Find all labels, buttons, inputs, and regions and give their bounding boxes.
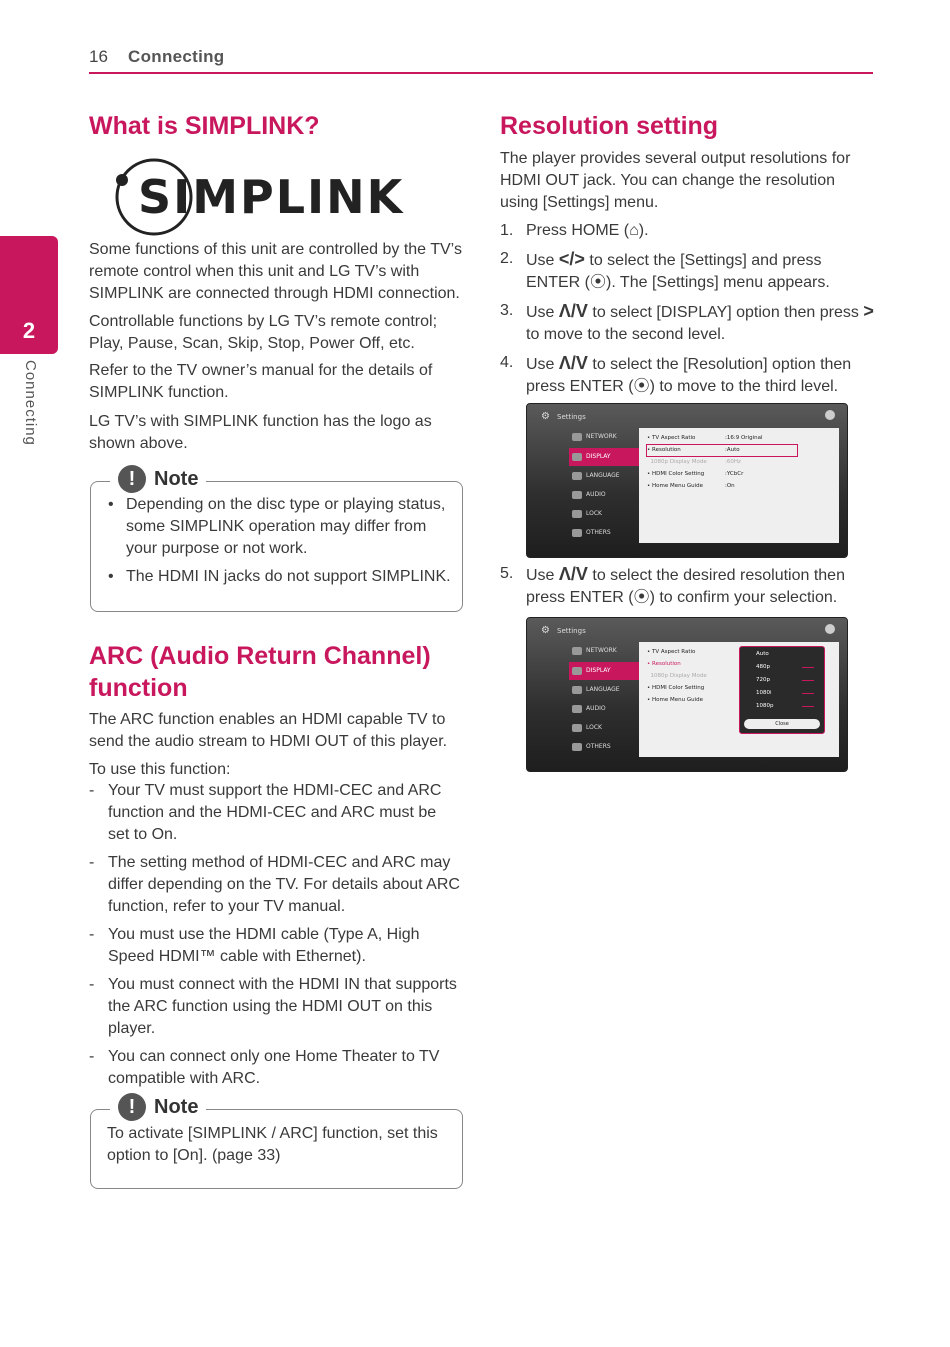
close-button: Close — [744, 719, 820, 729]
list-item: - The setting method of HDMI-CEC and ARC may differ depending on the TV. For details about ARC function, refer to your TV manual. — [89, 852, 461, 918]
left-right-arrows-icon: </> — [558, 249, 585, 269]
option-1080i: 1080i — [756, 690, 772, 696]
section-title: Connecting — [128, 47, 225, 66]
setting-row: • Home Menu Guide :On — [647, 483, 735, 489]
arc-requirements-list — [89, 780, 461, 1096]
simplink-paragraph-2: Controllable functions by LG TV’s remote control; Play, Pause, Scan, Skip, Stop, Power Off, etc. — [89, 313, 438, 352]
menu-item-language: LANGUAGE — [569, 467, 639, 485]
screen-title: Settings — [557, 627, 586, 635]
simplink-heading: What is SIMPLINK? — [89, 112, 320, 140]
right-arrow-icon: > — [863, 301, 874, 321]
header-rule — [89, 72, 873, 74]
setting-row: • TV Aspect Ratio — [647, 649, 696, 655]
menu-item-others: OTHERS — [569, 524, 639, 542]
gear-icon: ⚙ — [541, 625, 550, 636]
gear-icon: ⚙ — [541, 411, 550, 422]
setting-row-selected: • Resolution — [647, 661, 681, 667]
audio-icon — [572, 705, 582, 713]
menu-item-lock: LOCK — [569, 505, 639, 523]
simplink-paragraph-1: Some functions of this unit are controlled by the TV’s remote control when this unit and LG TV’s with SIMPLINK are connected through HDMI connection. — [89, 241, 462, 302]
arc-note-header — [110, 1093, 206, 1121]
step-item: 5. Use Λ/V to select the desired resolution then press ENTER (⦿) to confirm your selection. — [500, 564, 845, 606]
up-down-arrows-icon: Λ/V — [558, 301, 588, 321]
simplink-note-header — [110, 465, 206, 493]
lock-icon — [572, 510, 582, 518]
others-icon — [572, 529, 582, 537]
menu-item-network: NETWORK — [569, 428, 639, 446]
note-item: • Depending on the disc type or playing status, some SIMPLINK operation may differ from your purpose or not work. — [108, 494, 453, 560]
lock-icon — [572, 724, 582, 732]
display-icon — [572, 667, 582, 675]
setting-row: • TV Aspect Ratio :16:9 Original — [647, 435, 763, 441]
settings-screenshot-1 — [526, 403, 848, 558]
setting-row-selected: • Resolution :Auto — [647, 445, 797, 456]
display-icon — [572, 453, 582, 461]
others-icon — [572, 743, 582, 751]
setting-row: 1080p Display Mode :60Hz — [650, 459, 741, 465]
arc-intro: The ARC function enables an HDMI capable TV to send the audio stream to HDMI OUT of this player. — [89, 711, 448, 750]
step-item: 2. Use </> to select the [Settings] and press ENTER (⦿). The [Settings] menu appears. — [500, 249, 830, 291]
up-down-arrows-icon: Λ/V — [558, 353, 588, 373]
arc-to-use: To use this function: — [89, 761, 231, 778]
simplink-note-list — [108, 494, 453, 594]
option-auto: Auto — [756, 651, 769, 657]
menu-item-audio: AUDIO — [569, 486, 639, 504]
settings-menu — [569, 640, 639, 756]
arc-note-text: To activate [SIMPLINK / ARC] function, set this option to [On]. (page 33) — [107, 1125, 438, 1164]
note-item: • The HDMI IN jacks do not support SIMPLINK. — [108, 566, 453, 588]
resolution-steps-a — [500, 220, 878, 404]
simplink-logo — [114, 157, 444, 237]
option-1080p: 1080p — [756, 703, 774, 709]
up-down-arrows-icon: Λ/V — [558, 564, 588, 584]
list-item: - You must use the HDMI cable (Type A, High Speed HDMI™ cable with Ethernet). — [89, 924, 461, 968]
list-item: - You must connect with the HDMI IN that supports the ARC function using the HDMI OUT on this player. — [89, 974, 461, 1040]
setting-row: 1080p Display Mode — [650, 673, 707, 679]
menu-item-audio: AUDIO — [569, 700, 639, 718]
chapter-number: 2 — [22, 318, 36, 343]
list-item: - Your TV must support the HDMI-CEC and ARC function and the HDMI-CEC and ARC must be set to On. — [89, 780, 461, 846]
step-item: 1. Press HOME (⌂). — [500, 222, 649, 239]
svg-text:SIMPLINK: SIMPLINK — [138, 170, 405, 224]
menu-item-language: LANGUAGE — [569, 681, 639, 699]
settings-panel — [639, 428, 839, 543]
simplink-paragraph-3: Refer to the TV owner’s manual for the details of SIMPLINK function. — [89, 362, 433, 401]
back-icon — [825, 410, 835, 420]
network-icon — [572, 647, 582, 655]
setting-row: • HDMI Color Setting :YCbCr — [647, 471, 744, 477]
list-item: - You can connect only one Home Theater to TV compatible with ARC. — [89, 1046, 461, 1090]
language-icon — [572, 472, 582, 480]
note-title: Note — [154, 467, 199, 490]
resolution-popup — [739, 646, 825, 734]
resolution-steps-b — [500, 563, 878, 615]
option-480p: 480p — [756, 664, 770, 670]
step-item: 4. Use Λ/V to select the [Resolution] option then press ENTER (⦿) to move to the third level. — [500, 353, 852, 395]
screen-title: Settings — [557, 413, 586, 421]
resolution-heading: Resolution setting — [500, 112, 719, 140]
arc-heading-line1: ARC (Audio Return Channel) — [89, 642, 431, 670]
menu-item-others: OTHERS — [569, 738, 639, 756]
exclamation-icon: ! — [118, 1093, 146, 1121]
setting-row: • Home Menu Guide — [647, 697, 703, 703]
menu-item-display: DISPLAY — [569, 448, 639, 466]
note-title: Note — [154, 1095, 199, 1118]
simplink-paragraph-4: LG TV’s with SIMPLINK function has the logo as shown above. — [89, 413, 432, 452]
step-item: 3. Use Λ/V to select [DISPLAY] option then press > to move to the second level. — [500, 301, 874, 343]
home-icon: ⌂ — [629, 222, 639, 239]
arc-heading-line2: function — [89, 674, 188, 702]
menu-item-lock: LOCK — [569, 719, 639, 737]
back-icon — [825, 624, 835, 634]
chapter-label: Connecting — [22, 360, 39, 446]
settings-menu — [569, 426, 639, 542]
resolution-intro: The player provides several output resolutions for HDMI OUT jack. You can change the resolution using [Settings] menu. — [500, 150, 851, 211]
menu-item-display: DISPLAY — [569, 662, 639, 680]
setting-row: • HDMI Color Setting — [647, 685, 705, 691]
page-number: 16 — [89, 47, 108, 66]
settings-screenshot-2 — [526, 617, 848, 772]
option-720p: 720p — [756, 677, 770, 683]
network-icon — [572, 433, 582, 441]
language-icon — [572, 686, 582, 694]
audio-icon — [572, 491, 582, 499]
menu-item-network: NETWORK — [569, 642, 639, 660]
exclamation-icon: ! — [118, 465, 146, 493]
